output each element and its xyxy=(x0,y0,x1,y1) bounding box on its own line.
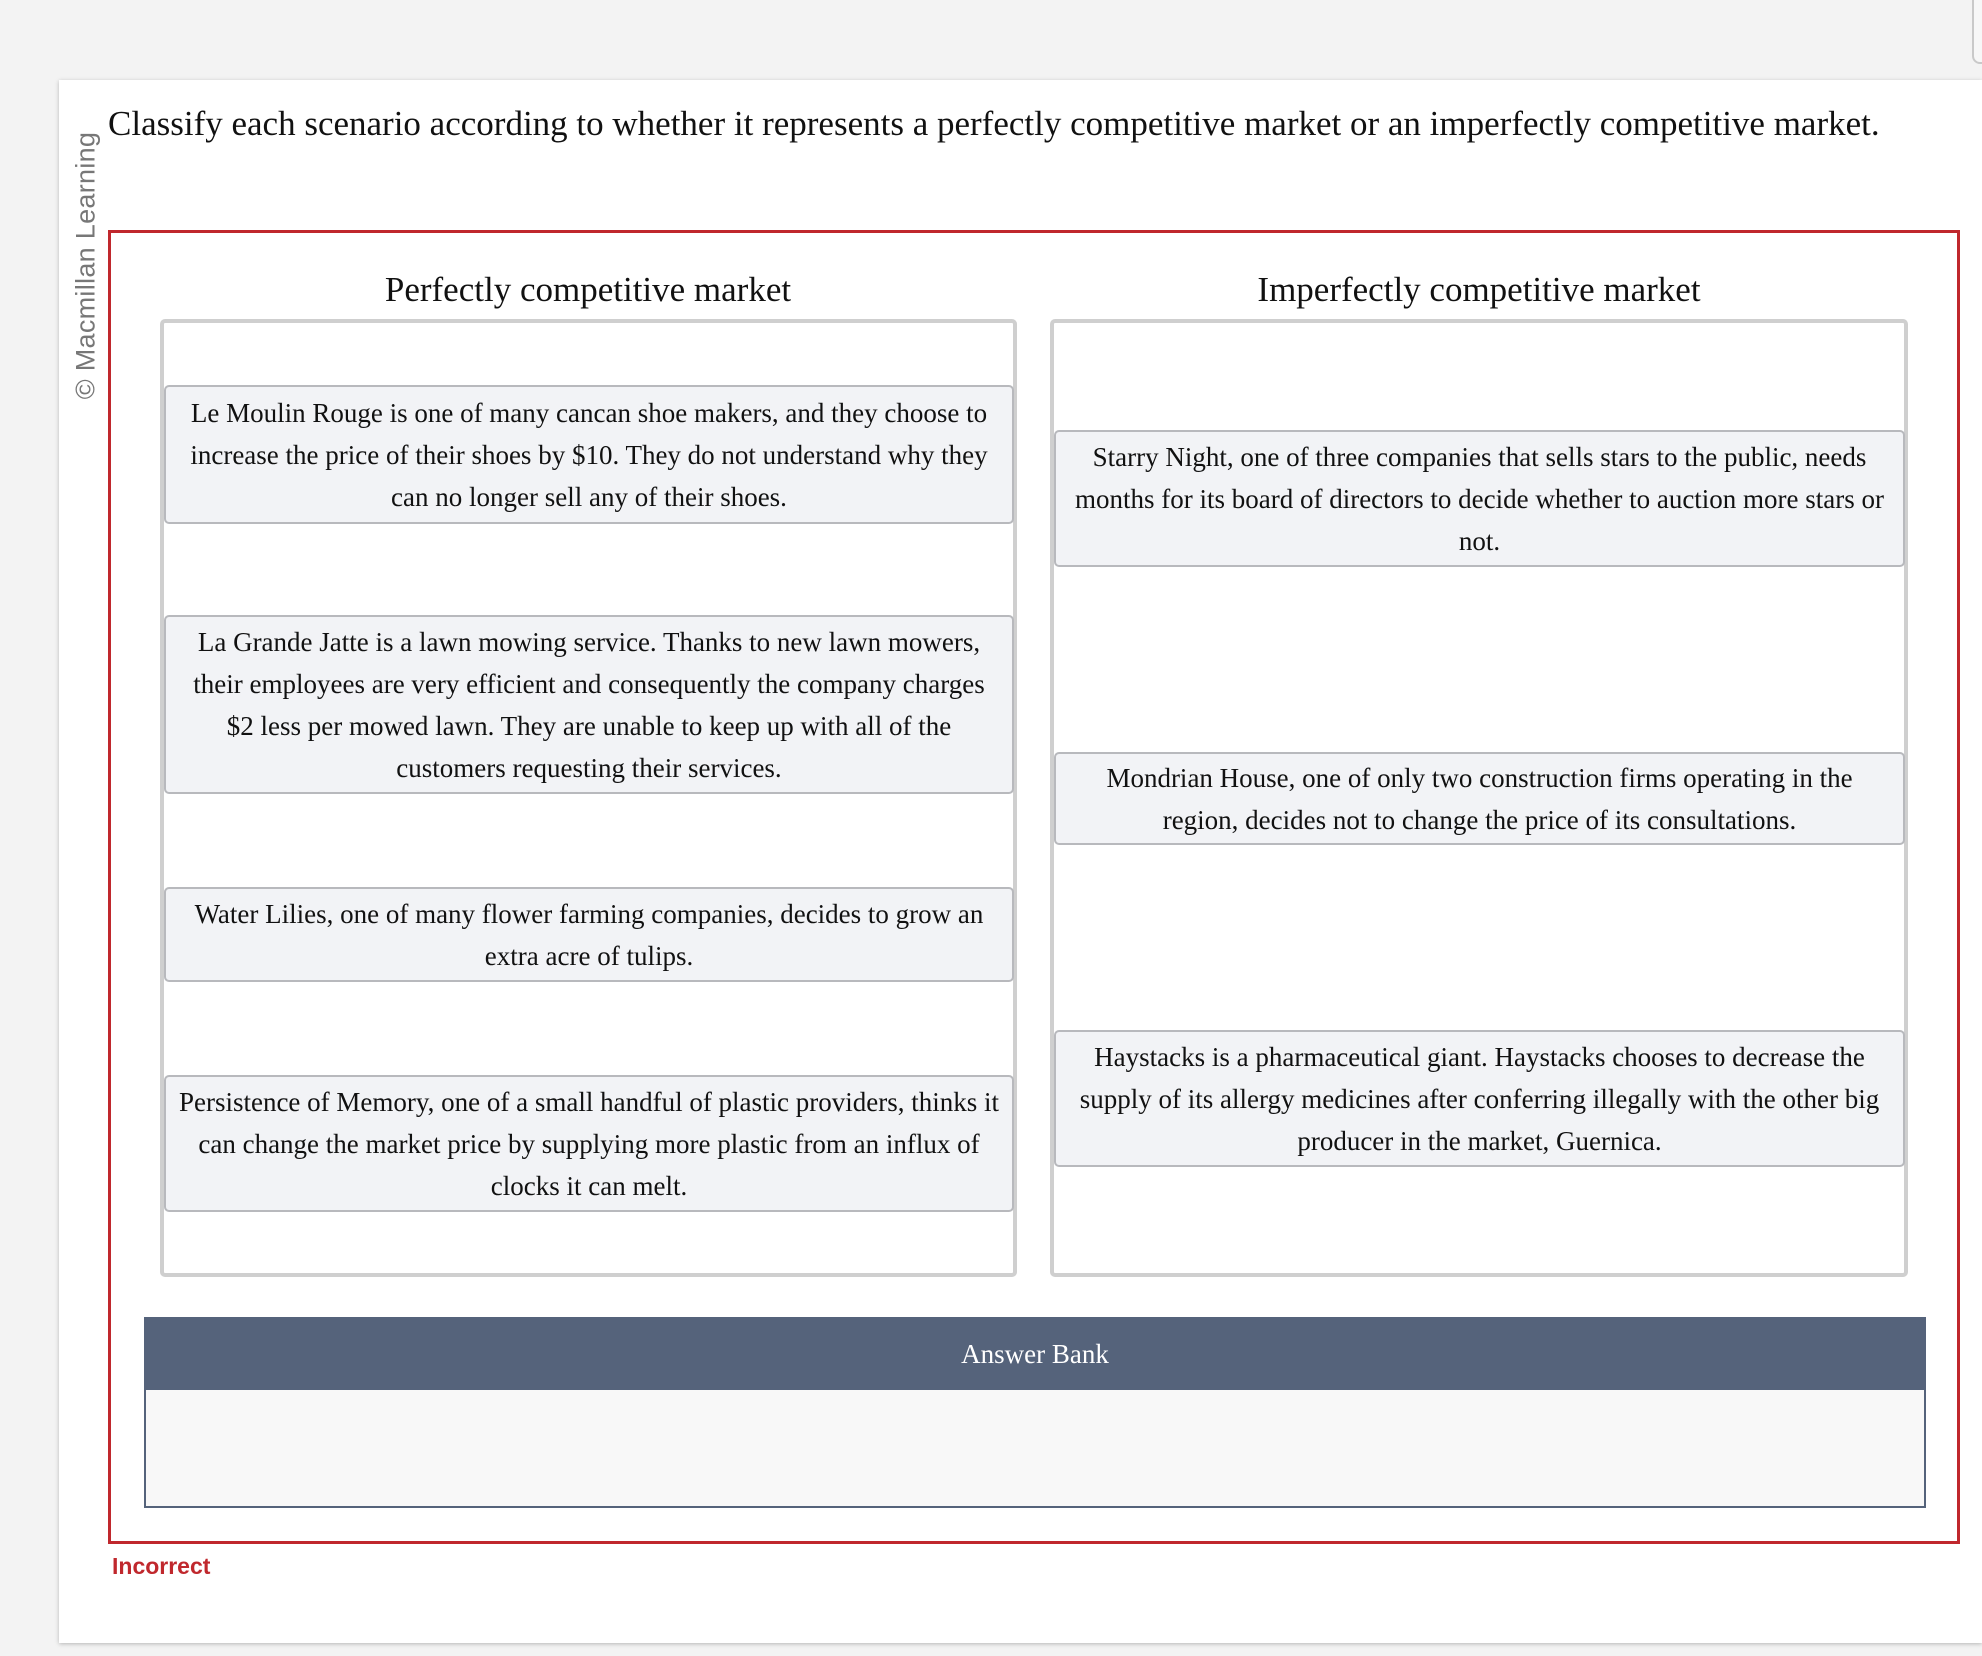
tile-text: La Grande Jatte is a lawn mowing service. Thanks to new lawn mowers, their employees are very efficient and consequently the company charges $2 less per mowed lawn. They are unable to keep up with all of the customers requesting their services. xyxy=(193,626,985,783)
tile-text: Mondrian House, one of only two construction firms operating in the region, decides not to change the price of its consultations. xyxy=(1106,762,1853,835)
answer-tile[interactable] xyxy=(164,1075,1014,1212)
tile-text: Le Moulin Rouge is one of many cancan shoe makers, and they choose to increase the price of their shoes by $10. They do not understand why they can no longer sell any of their shoes. xyxy=(190,397,988,512)
status-message: Incorrect xyxy=(112,1553,211,1579)
answer-bank-header: Answer Bank xyxy=(146,1319,1924,1390)
answer-tile[interactable] xyxy=(1054,1030,1905,1167)
answer-tile[interactable] xyxy=(164,615,1014,794)
column-title-imperfect: Imperfectly competitive market xyxy=(1257,270,1701,309)
question-prompt: Classify each scenario according to whether it represents a perfectly competitive market or an imperfectly competitive market. xyxy=(108,104,1880,143)
tile-text: Starry Night, one of three companies that sells stars to the public, needs months for its board of directors to decide whether to auction more stars or not. xyxy=(1074,441,1885,556)
column-title-perfect: Perfectly competitive market xyxy=(384,270,792,309)
copyright-label xyxy=(63,120,108,410)
answer-tile[interactable] xyxy=(1054,430,1905,567)
answer-tile[interactable] xyxy=(164,385,1014,524)
tile-text: Water Lilies, one of many flower farming companies, decides to grow an extra acre of tulips. xyxy=(194,898,984,971)
tile-text: Haystacks is a pharmaceutical giant. Haystacks chooses to decrease the supply of its allergy medicines after conferring illegally with the other big producer in the market, Guernica. xyxy=(1079,1041,1880,1156)
answer-bank[interactable] xyxy=(144,1317,1926,1508)
copyright-text: © Macmillan Learning xyxy=(70,131,101,399)
answer-tile[interactable] xyxy=(164,887,1014,982)
scrollbar-edge xyxy=(1972,0,1982,64)
tile-text: Persistence of Memory, one of a small handful of plastic providers, thinks it can change the market price by supplying more plastic from an influx of clocks it can melt. xyxy=(178,1086,1000,1201)
answer-tile[interactable] xyxy=(1054,752,1905,845)
